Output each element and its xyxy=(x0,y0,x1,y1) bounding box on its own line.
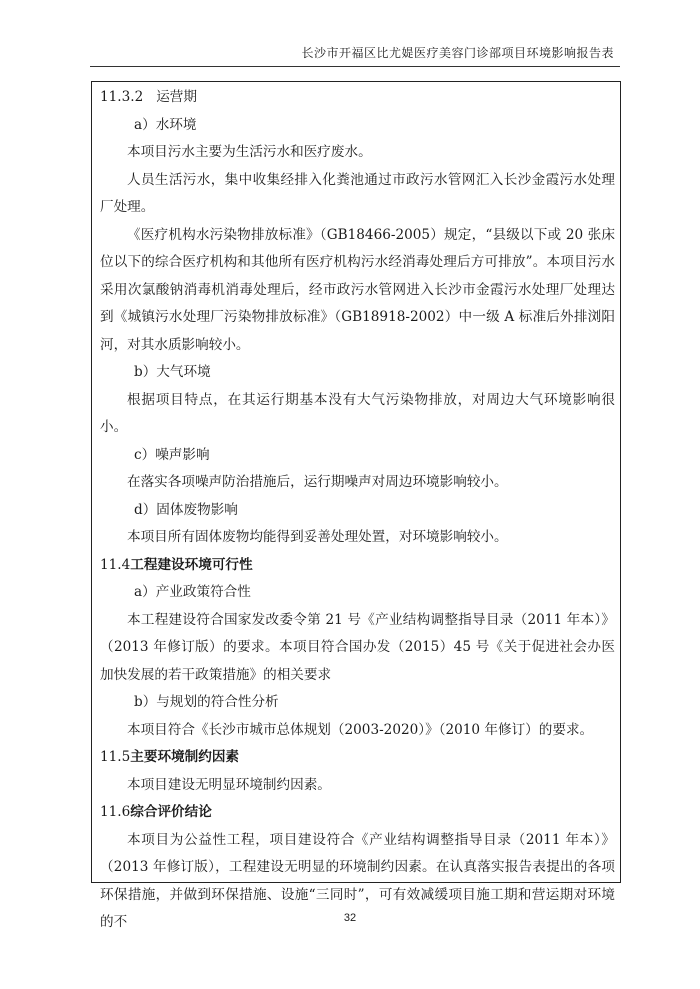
paragraph-water-3: 《医疗机构水污染物排放标准》（GB18466-2005）规定，“县级以下或 20 张床位以下的综合医疗机构和其他所有医疗机构污水经消毒处理后方可排放”。本项目污水采用次氯酸钠消毒机消毒处理后，经市政污水管网进入长沙市金霞污水处理厂处理达到《城镇污水处理厂污染物排放标准》（GB18918-2002）中一级 A 标准后外排浏阳河，对其水质影响较小。 xyxy=(100,226,615,353)
report-header: 长沙市开福区比尤媞医疗美容门诊部项目环境影响报告表 xyxy=(301,46,614,60)
paragraph-noise: 在落实各项噪声防治措施后，运行期噪声对周边环境影响较小。 xyxy=(127,474,508,490)
section-11-3-2-heading xyxy=(100,84,615,112)
paragraph-conclusion: 本项目为公益性工程，项目建设符合《产业结构调整指导目录（2011 年本）》（2013 年修订版），工程建设无明显的环境制约因素。在认真落实报告表提出的各项环保措施，并做到环保措施、设施“三同时”，可有效减缓项目施工期和营运期对环境的不 xyxy=(100,831,615,930)
paragraph-solid-waste: 本项目所有固体废物均能得到妥善处理处置，对环境影响较小。 xyxy=(127,529,508,545)
section-11-4-heading xyxy=(100,552,615,580)
page-number: 32 xyxy=(343,912,357,924)
section-11-5-heading xyxy=(100,744,615,772)
subheading-noise: c）噪声影响 xyxy=(134,446,210,463)
section-number: 11.5 xyxy=(100,749,131,765)
paragraph-water-1: 本项目污水主要为生活污水和医疗废水。 xyxy=(127,144,372,160)
section-title: 工程建设环境可行性 xyxy=(130,556,253,573)
subheading-solid-waste: d）固体废物影响 xyxy=(134,501,238,518)
paragraph-air: 根据项目特点，在其运行期基本没有大气污染物排放，对周边大气环境影响很小。 xyxy=(100,391,615,435)
section-title: 运营期 xyxy=(156,89,197,105)
section-number: 11.3.2 xyxy=(100,89,144,105)
paragraph-water-2: 人员生活污水，集中收集经排入化粪池通过市政污水管网汇入长沙金霞污水处理厂处理。 xyxy=(100,171,615,215)
section-title: 主要环境制约因素 xyxy=(130,749,240,765)
header-rule xyxy=(90,66,620,67)
paragraph-planning: 本项目符合《长沙市城市总体规划（2003-2020）》（2010 年修订）的要求。 xyxy=(127,721,594,738)
section-11-6-heading xyxy=(100,799,615,827)
section-number: 11.6 xyxy=(100,804,131,820)
section-title: 综合评价结论 xyxy=(130,804,212,820)
subheading-planning: b）与规划的符合性分析 xyxy=(134,694,279,710)
subheading-water: a）水环境 xyxy=(134,116,197,133)
subheading-air: b）大气环境 xyxy=(134,364,211,380)
paragraph-constraints: 本项目建设无明显环境制约因素。 xyxy=(127,776,331,793)
page-content xyxy=(100,84,615,937)
subheading-policy: a）产业政策符合性 xyxy=(134,584,251,600)
section-number: 11.4 xyxy=(100,556,131,573)
paragraph-policy: 本工程建设符合国家发改委令第 21 号《产业结构调整指导目录（2011 年本）》（2013 年修订版）的要求。本项目符合国办发（2015）45 号《关于促进社会办医加快发展的若干政策措施》的相关要求 xyxy=(100,611,615,683)
